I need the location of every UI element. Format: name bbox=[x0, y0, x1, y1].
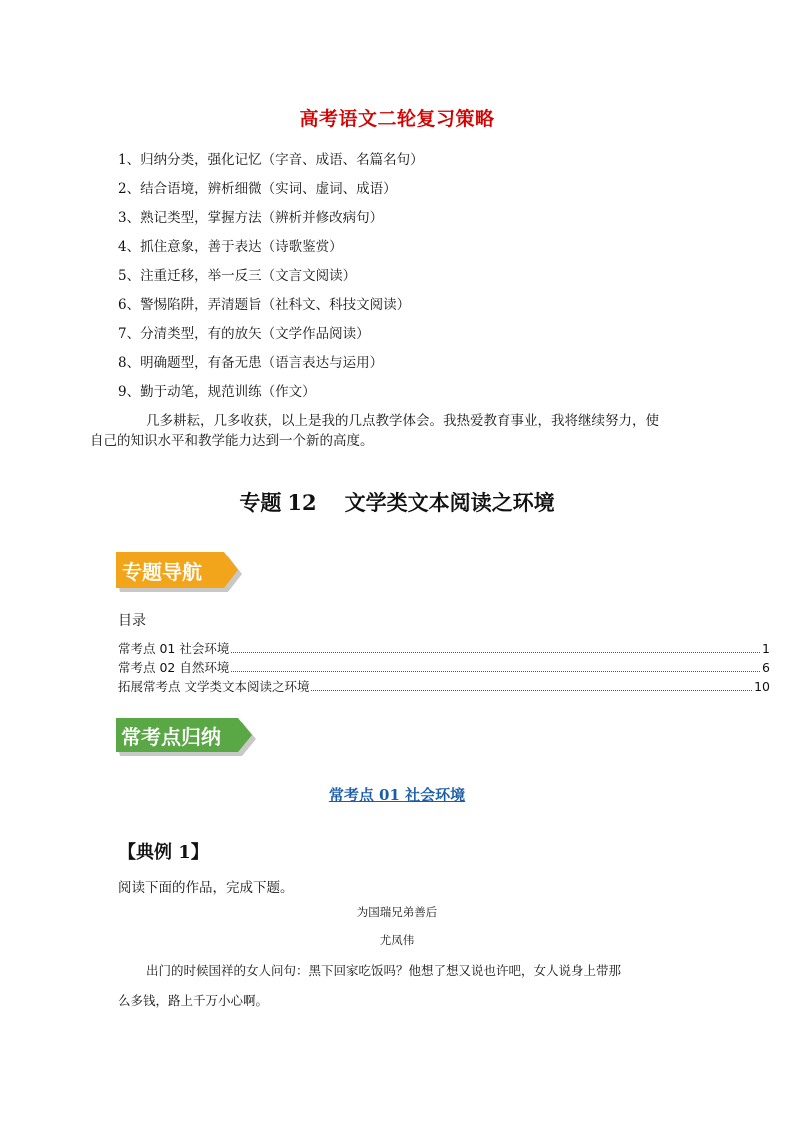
closing-paragraph bbox=[90, 411, 678, 451]
banner-orange-shape bbox=[116, 550, 244, 596]
strategy-item: 7、分清类型，有的放矢（文学作品阅读） bbox=[118, 326, 370, 342]
story-line: 出门的时候国祥的女人问句：黑下回家吃饭吗？他想了想又说也许吧，女人说身上带那 bbox=[146, 963, 622, 978]
story-author: 尤凤伟 bbox=[379, 933, 415, 947]
strategy-item: 5、注重迁移，举一反三（文言文阅读） bbox=[118, 268, 357, 284]
topic-heading bbox=[0, 487, 794, 517]
toc-page-number: 6 bbox=[762, 660, 770, 675]
strategy-item: 3、熟记类型，掌握方法（辨析并修改病句） bbox=[118, 210, 384, 226]
topic-number: 12 bbox=[287, 490, 317, 515]
closing-line: 几多耕耘，几多收获，以上是我的几点教学体会。我热爱教育事业，我将继续努力，使 bbox=[146, 413, 659, 429]
story-title: 为国瑞兄弟善后 bbox=[356, 905, 438, 919]
strategy-item: 9、勤于动笔，规范训练（作文） bbox=[118, 384, 316, 400]
topic-prefix: 专题 bbox=[239, 490, 282, 515]
example-label: 【典例 1】 bbox=[118, 842, 209, 863]
banner-summary-text: 常考点归纳 bbox=[121, 725, 221, 749]
topic-title: 文学类文本阅读之环境 bbox=[344, 490, 555, 515]
story-line: 么多钱，路上千万小心啊。 bbox=[118, 993, 269, 1008]
closing-line: 自己的知识水平和教学能力达到一个新的高度。 bbox=[90, 433, 374, 449]
toc-leader bbox=[231, 652, 760, 653]
toc-entry-label: 常考点 02 自然环境 bbox=[118, 660, 230, 675]
table-of-contents bbox=[118, 639, 770, 696]
story-text bbox=[118, 956, 688, 1016]
toc-label: 目录 bbox=[118, 613, 146, 629]
toc-entry[interactable] bbox=[118, 677, 770, 696]
toc-page-number: 10 bbox=[754, 679, 770, 694]
toc-entry[interactable] bbox=[118, 639, 770, 658]
strategy-list bbox=[118, 150, 424, 411]
strategy-item: 6、警惕陷阱，弄清题旨（社科文、科技文阅读） bbox=[118, 297, 411, 313]
strategy-item: 8、明确题型，有备无患（语言表达与运用） bbox=[118, 355, 384, 371]
reading-instruction: 阅读下面的作品，完成下题。 bbox=[118, 880, 294, 896]
toc-entry-label: 拓展常考点 文学类文本阅读之环境 bbox=[118, 679, 310, 694]
toc-leader bbox=[311, 690, 752, 691]
toc-entry[interactable] bbox=[118, 658, 770, 677]
strategy-item: 2、结合语境，辨析细微（实词、虚词、成语） bbox=[118, 181, 397, 197]
topic-nav-banner bbox=[116, 550, 244, 596]
toc-entry-label: 常考点 01 社会环境 bbox=[118, 641, 230, 656]
banner-green-shape bbox=[116, 716, 258, 760]
banner-nav-text: 专题导航 bbox=[122, 560, 202, 584]
section-title-link[interactable]: 常考点 01 社会环境 bbox=[328, 786, 466, 804]
toc-leader bbox=[231, 671, 760, 672]
strategy-item: 1、归纳分类，强化记忆（字音、成语、名篇名句） bbox=[118, 152, 424, 168]
doc-title: 高考语文二轮复习策略 bbox=[299, 108, 495, 130]
strategy-item: 4、抓住意象，善于表达（诗歌鉴赏） bbox=[118, 239, 343, 255]
summary-banner bbox=[116, 716, 258, 760]
toc-page-number: 1 bbox=[762, 641, 770, 656]
